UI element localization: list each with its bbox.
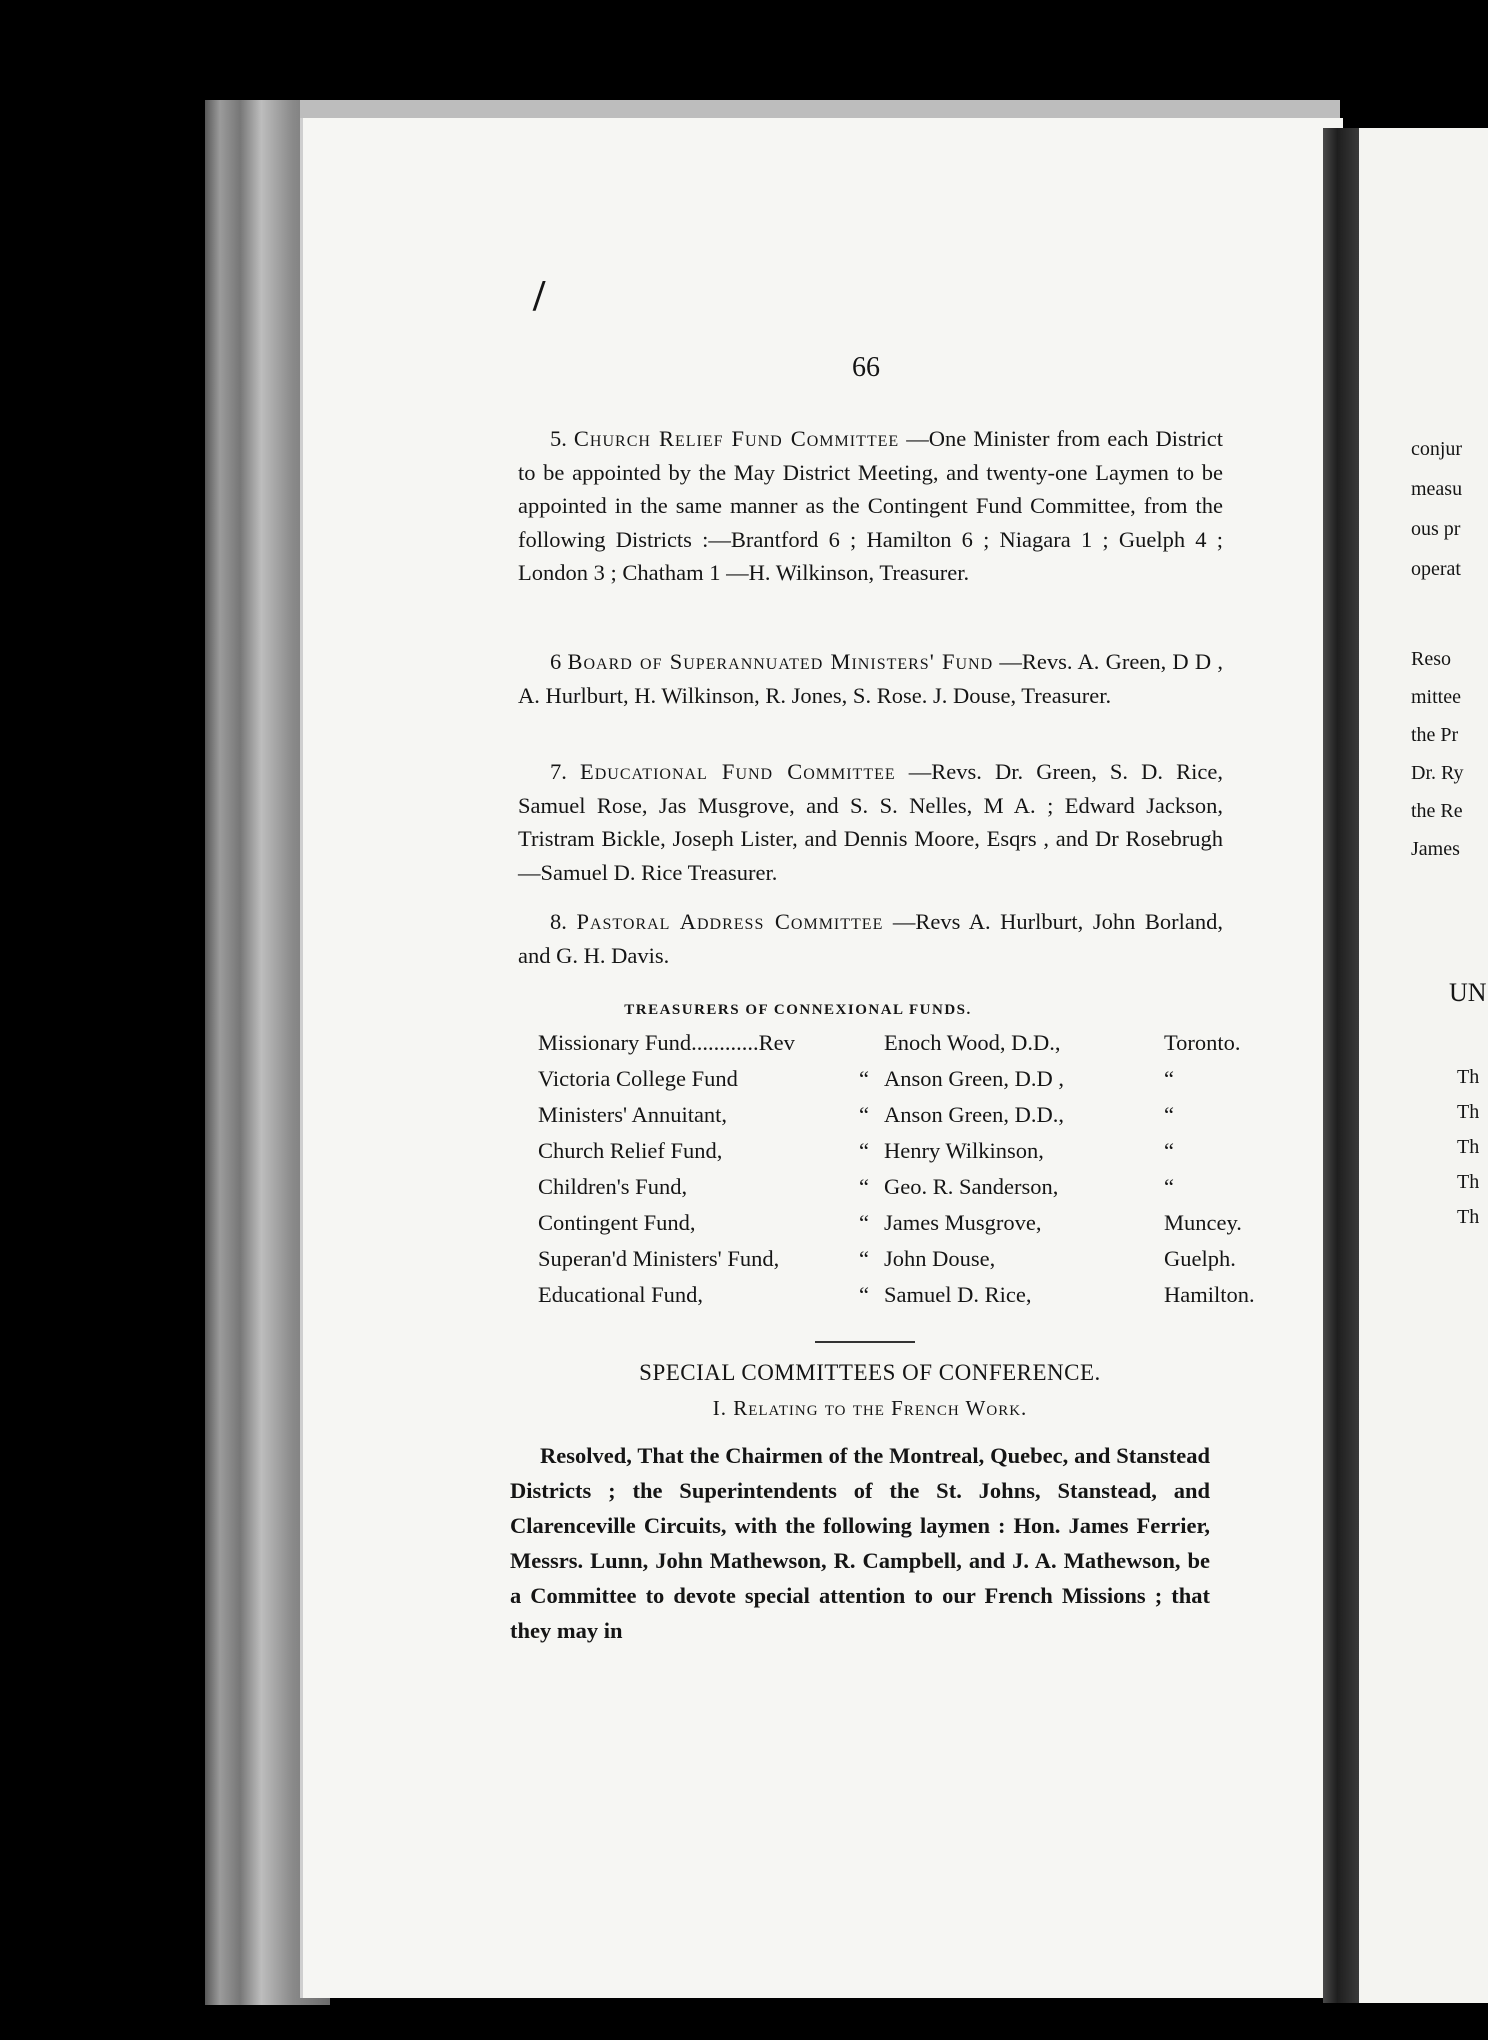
facing-line: measu <box>1411 478 1463 500</box>
treasurer-row <box>538 1282 1255 1308</box>
facing-line: ous pr <box>1411 518 1461 540</box>
committee-number: 5. <box>550 426 567 451</box>
ink-mark: / <box>533 271 546 320</box>
treasurer-city: Hamilton. <box>1164 1282 1255 1307</box>
committee-text: —Revs. A. Green, D D , A. Hurlburt, H. Wilkinson, R. Jones, S. Rose. J. Douse, Treasurer. <box>518 649 1224 708</box>
treasurer-name: Enoch Wood, D.D., <box>884 1030 1061 1055</box>
committee-heading: Church Relief Fund Committee <box>573 426 900 451</box>
page-gutter <box>1323 128 1359 2003</box>
treasurer-row <box>538 1102 1174 1128</box>
treasurer-row <box>538 1210 1242 1236</box>
ditto-mark: “ <box>859 1282 869 1307</box>
fund-name: Contingent Fund, <box>538 1210 696 1235</box>
committee-text: —One Minister from each District to be appointed by the May District Meeting, and twenty-one Laymen to be appointed in the same manner as the Contingent Fund Committee, from the following Districts :—Brantford 6 ; Hamilton 6 ; Niagara 1 ; Guelph 4 ; London 3 ; Chatham 1 —H. Wilkinson, Treasurer. <box>518 426 1224 586</box>
committee-5 <box>518 422 1223 590</box>
committee-7 <box>518 755 1223 889</box>
treasurer-city: Toronto. <box>1164 1030 1241 1055</box>
treasurer-name: Anson Green, D.D., <box>884 1102 1064 1127</box>
facing-line: mittee <box>1411 686 1461 708</box>
fund-name: Church Relief Fund, <box>538 1138 723 1163</box>
fund-name: Educational Fund, <box>538 1282 703 1307</box>
facing-line: the Pr <box>1411 724 1459 746</box>
facing-line: Th <box>1457 1171 1480 1193</box>
treasurer-row <box>538 1174 1174 1200</box>
committee-number: 7. <box>550 759 567 784</box>
fund-name: Missionary Fund............Rev <box>538 1030 795 1055</box>
treasurer-row <box>538 1066 1174 1092</box>
treasurer-row <box>538 1246 1236 1272</box>
treasurer-row <box>538 1030 1241 1056</box>
committee-heading: Educational Fund Committee <box>579 759 896 784</box>
special-heading: SPECIAL COMMITTEES OF CONFERENCE. <box>639 1360 1101 1385</box>
special-subheading: I. Relating to the French Work. <box>712 1396 1028 1420</box>
committee-heading: Pastoral Address Committee <box>576 909 884 934</box>
ditto-mark: “ <box>859 1174 869 1199</box>
committee-heading: Board of Superannuated Ministers' Fund <box>567 649 994 674</box>
treasurer-name: John Douse, <box>884 1246 996 1271</box>
ditto-mark: “ <box>859 1246 869 1271</box>
committee-text: —Revs A. Hurlburt, John Borland, and G. H. Davis. <box>518 909 1224 968</box>
resolution-text: Resolved, That the Chairmen of the Montreal, Quebec, and Stanstead Districts ; the Superintendents of the St. Johns, Stanstead, and Clarenceville Circuits, with the following laymen : Hon. James Ferrier, Messrs. Lunn, John Mathewson, R. Campbell, and J. A. Mathewson, be a Committee to devote special attention to our French Missions ; that they may in <box>510 1443 1210 1643</box>
committee-text: —Revs. Dr. Green, S. D. Rice, Samuel Rose, Jas Musgrove, and S. S. Nelles, M A. ; Edward Jackson, Tristram Bickle, Joseph Lister, and Dennis Moore, Esqrs , and Dr Rosebrugh—Samuel D. Rice Treasurer. <box>518 759 1223 885</box>
treasurer-name: Anson Green, D.D , <box>884 1066 1064 1091</box>
left-page <box>300 118 1343 1998</box>
facing-line: the Re <box>1411 800 1463 822</box>
resolution-paragraph <box>510 1438 1210 1648</box>
treasurer-city: “ <box>1164 1102 1174 1127</box>
facing-line: Dr. Ry <box>1411 762 1464 784</box>
ditto-mark: “ <box>859 1066 869 1091</box>
fund-name: Victoria College Fund <box>538 1066 738 1091</box>
facing-page <box>1359 128 1488 2003</box>
facing-line: conjur <box>1411 438 1463 460</box>
treasurer-city: Muncey. <box>1164 1210 1242 1235</box>
committee-number: 6 <box>550 649 562 674</box>
fund-name: Superan'd Ministers' Fund, <box>538 1246 780 1271</box>
fund-name: Ministers' Annuitant, <box>538 1102 728 1127</box>
treasurer-row <box>538 1138 1174 1164</box>
treasurer-city: “ <box>1164 1066 1174 1091</box>
treasurer-city: Guelph. <box>1164 1246 1236 1271</box>
treasurer-name: Geo. R. Sanderson, <box>884 1174 1059 1199</box>
page-number: 66 <box>852 352 880 383</box>
treasurer-city: “ <box>1164 1138 1174 1163</box>
treasurers-heading: TREASURERS OF CONNEXIONAL FUNDS. <box>624 1002 972 1018</box>
facing-line: Th <box>1457 1101 1480 1123</box>
treasurer-name: Henry Wilkinson, <box>884 1138 1044 1163</box>
committee-8 <box>518 905 1223 972</box>
committee-6 <box>518 645 1223 712</box>
treasurer-name: James Musgrove, <box>884 1210 1042 1235</box>
facing-line: Th <box>1457 1206 1480 1228</box>
section-rule <box>815 1341 915 1343</box>
facing-line: Th <box>1457 1136 1480 1158</box>
ditto-mark: “ <box>859 1210 869 1235</box>
facing-line: operat <box>1411 558 1461 580</box>
facing-line: Th <box>1457 1066 1480 1088</box>
committee-number: 8. <box>550 909 567 934</box>
treasurer-name: Samuel D. Rice, <box>884 1282 1032 1307</box>
facing-heading: UN <box>1449 978 1487 1007</box>
ditto-mark: “ <box>859 1138 869 1163</box>
facing-line: James <box>1411 838 1460 860</box>
treasurer-city: “ <box>1164 1174 1174 1199</box>
fund-name: Children's Fund, <box>538 1174 688 1199</box>
ditto-mark: “ <box>859 1102 869 1127</box>
facing-line: Reso <box>1411 648 1451 670</box>
